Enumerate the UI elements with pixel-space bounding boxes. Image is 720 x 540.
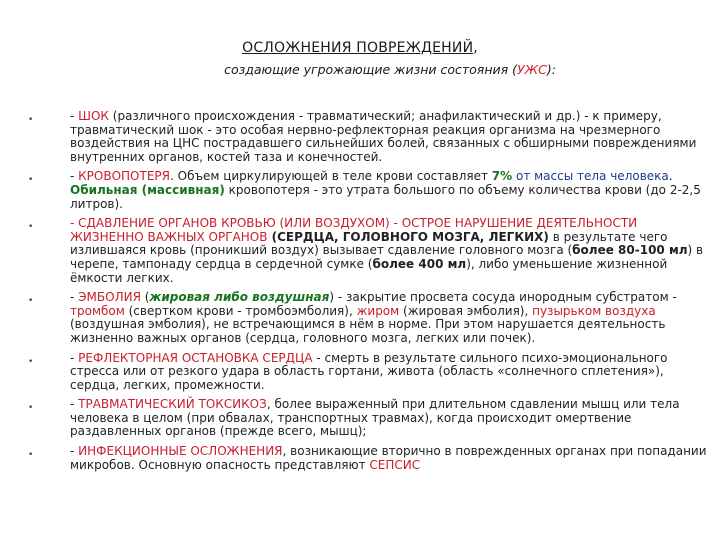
bullet: • bbox=[28, 403, 34, 414]
item-highlight-massive: Обильная (массивная) bbox=[70, 182, 225, 197]
item-text-2: ) в черепе, тампонаду сердца в сердечной сумке ( bbox=[70, 243, 704, 271]
list-item-compression bbox=[18, 217, 708, 285]
item-highlight-body-mass: от массы тела человека bbox=[512, 169, 669, 184]
bullet: • bbox=[28, 296, 34, 307]
item-text-1: ( bbox=[140, 290, 150, 305]
item-text-3: (свертком крови - тромбоэмболия), bbox=[124, 303, 357, 318]
item-text-0: - bbox=[70, 397, 79, 412]
item-text-2: ) - закрытие просвета сосуда инородным субстратом - bbox=[329, 290, 677, 305]
item-text-2: . bbox=[668, 169, 673, 184]
item-highlight-sepsis: СЕПСИС bbox=[369, 457, 421, 472]
subtitle-pre: создающие угрожающие жизни состояния ( bbox=[224, 62, 517, 77]
item-text-1: (различного происхождения - травматический; анафилактический и др.) - к примеру, травматический шок - это особая нервно-рефлекторная реакция организма на чрезмерного воздействия на ЦНС пострадавшего сильнейших болей, связанных с обширными повреждениями внутренних органов, костей таза и конечностей. bbox=[70, 109, 697, 164]
item-term-shock: ШОК bbox=[78, 109, 109, 123]
title-punct: , bbox=[473, 40, 478, 56]
list-item-embolism bbox=[18, 291, 708, 345]
item-text-1: в результате чего излившаяся кровь (проникший воздух) вызывает сдавление головного мозга ( bbox=[70, 229, 668, 258]
item-term-compression: - СДАВЛЕНИЕ ОРГАНОВ КРОВЬЮ (ИЛИ ВОЗДУХОМ) - ОСТРОЕ НАРУШЕНИЕ ДЕЯТЕЛЬНОСТИ ЖИЗНЕННО ВАЖНЫХ ОРГАНОВ bbox=[70, 216, 638, 244]
item-term-embolism: ЭМБОЛИЯ bbox=[78, 290, 141, 305]
item-highlight-thrombus: тромбом bbox=[70, 303, 125, 318]
item-text-1: . Объем циркулирующей в теле крови составляет bbox=[170, 169, 492, 184]
item-term-cardiac-arrest: РЕФЛЕКТОРНАЯ ОСТАНОВКА СЕРДЦА bbox=[78, 350, 313, 365]
item-text-1: , более выраженный при длительном сдавлении мышц или тела человека в целом (при обвалах, транспортных травмах), когда происходит омертвение раздавленных органов (прежде всего, мышц); bbox=[70, 397, 680, 439]
page-subtitle bbox=[0, 62, 720, 77]
bullet: • bbox=[28, 222, 34, 233]
bullet: • bbox=[28, 450, 34, 461]
subtitle-post: ): bbox=[546, 62, 556, 77]
page-title bbox=[0, 40, 720, 56]
item-text-4: (жировая эмболия), bbox=[399, 303, 533, 318]
list-item-blood-loss bbox=[18, 170, 708, 211]
complications-list bbox=[18, 110, 708, 478]
item-highlight-fat-air: жировая либо воздушная bbox=[149, 290, 330, 305]
item-highlight-80-100ml: более 80-100 мл bbox=[572, 243, 688, 258]
item-text-0: - bbox=[70, 109, 79, 123]
item-highlight-fat: жиром bbox=[356, 303, 400, 318]
title-text: ОСЛОЖНЕНИЯ ПОВРЕЖДЕНИЙ bbox=[242, 40, 474, 56]
item-term-blood-loss: КРОВОПОТЕРЯ bbox=[78, 169, 170, 184]
item-text-0: - bbox=[70, 169, 79, 184]
item-text-1: - смерть в результате сильного психо-эмоционального стресса или от резкого удара в область гортани, живота (область «солнечного сплетения»), сердца, легких, промежности. bbox=[70, 350, 668, 392]
list-item-toxicosis bbox=[18, 398, 708, 439]
item-organs: (СЕРДЦА, ГОЛОВНОГО МОЗГА, ЛЕГКИХ) bbox=[267, 229, 549, 244]
item-term-infection: ИНФЕКЦИОННЫЕ ОСЛОЖНЕНИЯ bbox=[78, 444, 283, 459]
subtitle-abbr: УЖС bbox=[517, 62, 547, 77]
item-highlight-400ml: более 400 мл bbox=[372, 256, 467, 271]
bullet: • bbox=[28, 356, 34, 367]
item-highlight-air-bubble: пузырьком воздуха bbox=[532, 303, 656, 318]
item-text-0: - bbox=[70, 350, 79, 365]
item-text-0: - bbox=[70, 290, 79, 305]
item-text-1: , возникающие вторично в поврежденных органах при попадании микробов. Основную опасность представляют bbox=[70, 444, 707, 472]
item-text-0: - bbox=[70, 444, 79, 459]
item-highlight-7pct: 7% bbox=[491, 169, 513, 184]
item-text-5: (воздушная эмболия), не встречающимся в нём в норме. При этом нарушается деятельность жизненно важных органов (сердца, головного мозга, легких или почек). bbox=[70, 317, 666, 345]
list-item-infection bbox=[18, 445, 708, 472]
item-term-toxicosis: ТРАВМАТИЧЕСКИЙ ТОКСИКОЗ bbox=[78, 397, 267, 412]
item-text-3: ), либо уменьшение жизненной ёмкости легких. bbox=[70, 256, 668, 285]
bullet: • bbox=[28, 115, 34, 125]
item-text-3: кровопотеря - это утрата большого по объему количества крови (до 2-2,5 литров). bbox=[70, 182, 701, 211]
list-item-cardiac-arrest bbox=[18, 352, 708, 393]
bullet: • bbox=[28, 175, 34, 186]
list-item-shock bbox=[18, 110, 708, 164]
